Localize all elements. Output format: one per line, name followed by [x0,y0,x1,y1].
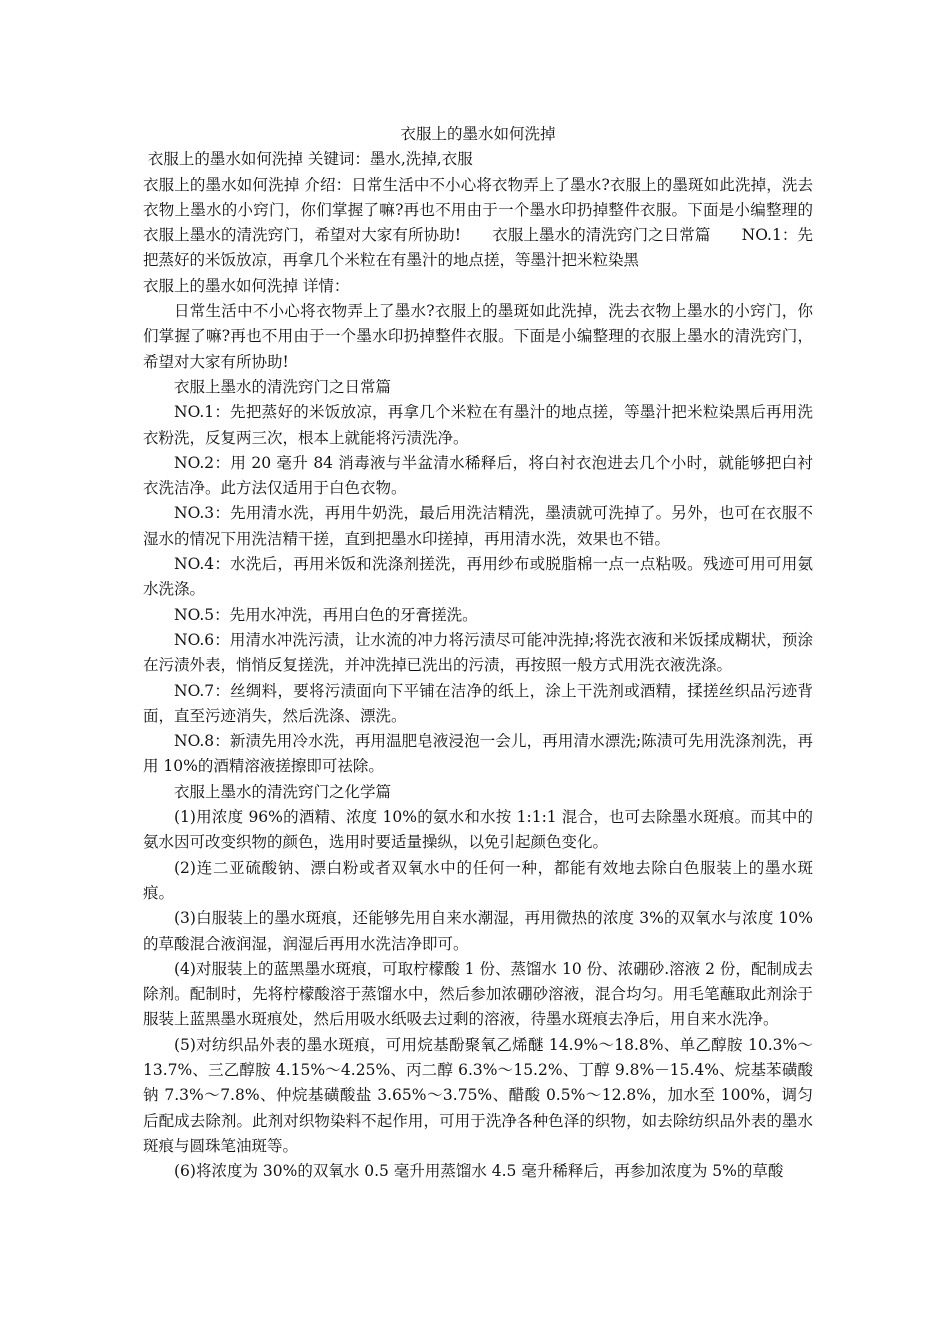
tip-no4: NO.4：水洗后，再用米饭和洗涤剂搓洗，再用纱布或脱脂棉一点一点粘吸。残迹可用可用氨水洗涤。 [143,555,813,599]
body-paragraph-intro: 日常生活中不小心将衣物弄上了墨水?衣服上的墨斑如此洗掉，洗去衣物上墨水的小窍门，你们掌握了嘛?再也不用由于一个墨水印扔掉整件衣服。下面是小编整理的衣服上墨水的清洗窍门，希望对大家有所协助! [143,302,813,371]
tip-no6: NO.6：用清水冲洗污渍，让水流的冲力将污渍尽可能冲洗掉;将洗衣液和米饭揉成糊状，预涂在污渍外表，悄悄反复搓洗，并冲洗掉已洗出的污渍，再按照一般方式用洗衣液洗涤。 [143,630,813,675]
detail-label: 衣服上的墨水如何洗掉 详情： [143,276,350,295]
intro-paragraph: 衣服上的墨水如何洗掉 介绍：日常生活中不小心将衣物弄上了墨水?衣服上的墨斑如此洗掉，洗去衣物上墨水的小窍门，你们掌握了嘛?再也不用由于一个墨水印扔掉整件衣服。下面是小编整理的衣服上墨水的清洗窍门，希望对大家有所协助! 衣服上墨水的清洗窍门之日常篇 NO.1：先把蒸好的米饭放凉，再拿几个米粒在有墨汁的地点搓，等墨汁把米粒染黑 [143,175,813,270]
chem-tip-3: (3)白服装上的墨水斑痕，还能够先用自来水潮湿，再用微热的浓度 3%的双氧水与浓度 10%的草酸混合液润湿，润湿后再用水洗洁净即可。 [143,909,813,953]
chem-tip-4: (4)对服装上的蓝黑墨水斑痕，可取柠檬酸 1 份、蒸馏水 10 份、浓硼砂.溶液 2 份，配制成去除剂。配制时，先将柠檬酸溶于蒸馏水中，然后参加浓硼砂溶液，混合均匀。用毛笔蘸取此剂涂于服装上蓝黑墨水斑痕处，然后用吸水纸吸去过剩的溶液，待墨水斑痕去净后，用自来水洗净。 [143,959,813,1029]
chem-tip-6: (6)将浓度为 30%的双氧水 0.5 毫升用蒸馏水 4.5 毫升稀释后，再参加浓度为 5%的草酸 [174,1162,784,1181]
tip-no5: NO.5：先用水冲洗，再用白色的牙膏搓洗。 [174,605,478,624]
keywords-line: 衣服上的墨水如何洗掉 关键词：墨水,洗掉,衣服 [143,150,473,169]
chem-tip-5: (5)对纺织品外表的墨水斑痕，可用烷基酚聚氧乙烯醚 14.9%～18.8%、单乙醇胺 10.3%～13.7%、三乙醇胺 4.15%～4.25%、丙二醇 6.3%～15.2%、丁醇 9.8%－15.4%、烷基苯磺酸钠 7.3%～7.8%、仲烷基磺酸盐 3.65%～3.75%、醋酸 0.5%～12.8%，加水至 100%，调匀后配成去除剂。此剂对织物染料不起作用，可用于洗净各种色泽的织物，如去除纺织品外表的墨水斑痕与圆珠笔油斑等。 [143,1035,814,1155]
document-title: 衣服上的墨水如何洗掉 [400,125,556,143]
section-heading-daily: 衣服上墨水的清洗窍门之日常篇 [174,377,392,396]
tip-no3: NO.3：先用清水洗，再用牛奶洗，最后用洗洁精洗，墨渍就可洗掉了。另外，也可在衣服不湿水的情况下用洗洁精干搓，直到把墨水印搓掉，再用清水洗，效果也不错。 [143,504,813,548]
chem-tip-2: (2)连二亚硫酸钠、漂白粉或者双氧水中的任何一种，都能有效地去除白色服装上的墨水斑痕。 [143,858,813,902]
tip-no8: NO.8：新渍先用冷水洗，再用温肥皂液浸泡一会儿，再用清水漂洗;陈渍可先用洗涤剂洗，再用 10%的酒精溶液搓擦即可祛除。 [143,732,813,776]
tip-no7: NO.7：丝绸料，要将污渍面向下平铺在洁净的纸上，涂上干洗剂或酒精，揉搓丝织品污迹背面，直至污迹消失，然后洗涤、漂洗。 [143,681,813,725]
document-body [143,122,813,1184]
section-heading-chemical: 衣服上墨水的清洗窍门之化学篇 [174,782,392,801]
tip-no1: NO.1：先把蒸好的米饭放凉，再拿几个米粒在有墨汁的地点搓，等墨汁把米粒染黑后再用洗衣粉洗，反复两三次，根本上就能将污渍洗净。 [143,403,813,447]
chem-tip-1: (1)用浓度 96%的酒精、浓度 10%的氨水和水按 1:1:1 混合，也可去除墨水斑痕。而其中的氨水因可改变织物的颜色，选用时要适量操纵，以免引起颜色变化。 [143,808,813,852]
tip-no2: NO.2：用 20 毫升 84 消毒液与半盆清水稀释后，将白衬衣泡进去几个小时，就能够把白衬衣洗洁净。此方法仅适用于白色衣物。 [143,453,813,498]
